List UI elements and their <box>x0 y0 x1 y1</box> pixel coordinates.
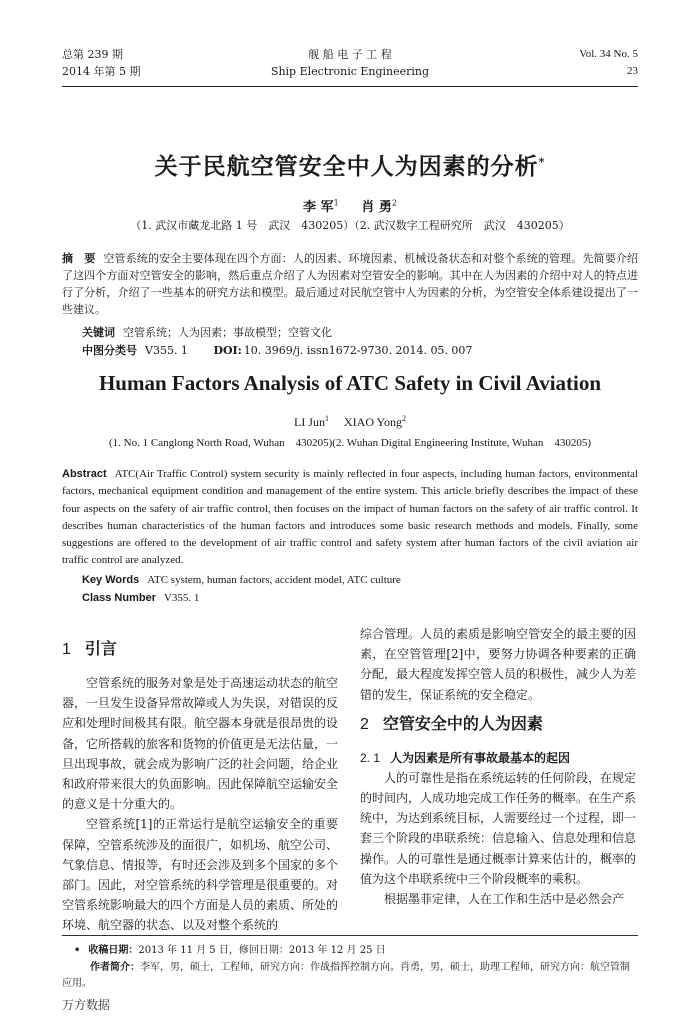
class-cn-value: V355. 1 <box>145 344 188 357</box>
section-1-number: 1 <box>62 641 71 658</box>
watermark: 万方数据 <box>62 998 111 1012</box>
page-header <box>62 46 638 87</box>
doi-value: 10. 3969/j. issn1672-9730. 2014. 05. 007 <box>243 344 473 357</box>
author-1-cn: 李 军 <box>303 200 334 215</box>
keywords-en <box>82 574 401 586</box>
keywords-cn-label: 关键词 <box>82 326 115 339</box>
section-1-paragraph-1: 空管系统的服务对象是处于高速运动状态的航空器，一旦发生设备异常故障或人为失误，对错误的反应和处理时间极其有限。航空器本身就是很昂贵的设备，它所搭载的旅客和货物的价值更是无法估量，一旦出现事故，就会成为影响广泛的社会问题，给企业和政府带来很大的负面影响。因此保障航空运输安全的意义是十分重大的。 <box>62 676 339 812</box>
footnote-bio-label: 作者简介： <box>90 962 140 973</box>
footnote-dates-text: 2013 年 11 月 5 日，修回日期：2013 年 12 月 25 日 <box>138 945 386 956</box>
author-2-en-sup: 2 <box>402 414 406 423</box>
section-1-title: 引言 <box>84 639 117 658</box>
authors-cn <box>0 196 700 215</box>
section-2-number: 2 <box>360 715 369 733</box>
title-cn-text: 关于民航空管安全中人为因素的分析 <box>154 153 539 180</box>
abstract-cn-label: 摘 要 <box>62 252 96 265</box>
author-2-en: XIAO Yong <box>343 415 402 429</box>
section-1-heading <box>62 638 338 661</box>
header-issue-date: 2014 年第 5 期 <box>62 65 141 78</box>
abstract-en-label: Abstract <box>62 468 107 480</box>
affiliation-en: (1. No. 1 Canglong North Road, Wuhan 430205)(2. Wuhan Digital Engineering Institute, Wuhan 430205) <box>109 437 591 449</box>
footnote-dates <box>62 943 638 959</box>
classification-en <box>82 592 199 604</box>
author-2-cn: 肖 勇 <box>361 200 392 215</box>
header-journal <box>62 46 638 80</box>
footnote-bullet-icon: • <box>74 945 81 956</box>
section-2-paragraph-1: 人的可靠性是指在系统运转的任何阶段，在规定的时间内，人成功地完成工作任务的概率。在生产系统中，为达到系统目标，人需要经过一个过程，即一套三个阶段的串联系统：信息输入、信息处理和信息操作。人的可靠性是通过概率计算来估计的，概率的值为这个串联系统中三个阶段概率的乘积。 <box>360 770 637 886</box>
section-2-title: 空管安全中的人为因素 <box>382 713 543 733</box>
paper-title-en: Human Factors Analysis of ATC Safety in Civil Aviation <box>98 371 602 395</box>
section-2-paragraph-2: 根据墨菲定律，人在工作和生活中是必然会产 <box>384 892 625 907</box>
keywords-en-text: ATC system, human factors, accident model, ATC culture <box>147 574 401 586</box>
author-1-en-sup: 1 <box>324 414 329 423</box>
subsection-2-1-title: 人为因素是所有事故最基本的起因 <box>390 750 571 765</box>
footnote-bio-text: 李军，男，硕士，工程师，研究方向：作战指挥控制方向。肖勇，男，硕士，助理工程师，研究方向：航空管制应用。 <box>62 962 630 989</box>
journal-name-en: Ship Electronic Engineering <box>270 65 430 78</box>
abstract-en-text: ATC(Air Traffic Control) system security is mainly reflected in four aspects, including human factors, environmental factors, mechanical equipment condition and management of the entire system. This article briefly describes the impact of these four aspects on the safety of air traffic control, then focuses on the impact of human factors on the safety of air traffic control. It describes human characteristics of the human factors and introduces some basic research methods and models. Finally, some suggestions are offered to the development of air traffic control and safety system after human factors of the civil aviation air traffic control are analyzed. <box>62 468 638 567</box>
footnote-author-bio <box>62 960 638 992</box>
authors-en <box>0 414 700 430</box>
keywords-en-label: Key Words <box>82 574 140 586</box>
author-1-sup: 1 <box>333 198 339 208</box>
keywords-cn <box>82 325 332 341</box>
class-en-value: V355. 1 <box>163 592 200 604</box>
classification-cn <box>82 343 472 359</box>
author-2-sup: 2 <box>391 198 397 208</box>
body-column-right <box>360 624 636 909</box>
paper-title-cn <box>0 148 700 181</box>
subsection-2-1-number: 2. 1 <box>360 750 381 765</box>
abstract-cn <box>62 250 638 318</box>
header-volume <box>579 46 638 80</box>
abstract-cn-text: 空管系统的安全主要体现在四个方面：人的因素、环境因素、机械设备状态和对整个系统的管理。先简要介绍了这四个方面对空管安全的影响，然后重点介绍了人为因素对空管安全的影响。其中在人为因素的介绍中对人的特点进行了分析，介绍了一些基本的研究方法和模型。最后通过对民航空管中人为因素的分析，为空管安全体系建设提出了一些建议。 <box>62 252 638 316</box>
footnote-dates-label: 收稿日期： <box>88 945 139 956</box>
class-cn-label: 中图分类号 <box>82 344 137 357</box>
keywords-cn-text: 空管系统；人为因素；事故模型；空管文化 <box>123 326 332 339</box>
volume-number: Vol. 34 No. 5 <box>579 48 638 60</box>
section-2-heading <box>360 713 636 736</box>
journal-name-cn: 舰 船 电 子 工 程 <box>308 48 392 61</box>
section-1-paragraph-2-cont: 综合管理。人员的素质是影响空管安全的最主要的因素，在空管管理[2]中，要努力协调各种要素的正确分配，最大程度发挥空管人员的积极性，减少人为差错的发生，保证系统的安全稳定。 <box>360 627 637 702</box>
doi-label: DOI: <box>213 344 242 357</box>
section-1-paragraph-2: 空管系统[1]的正常运行是航空运输安全的重要保障，空管系统涉及的面很广，如机场、航空公司、气象信息、情报等，有时还会涉及到多个国家的多个部门。因此，对空管系统的科学管理是很重要的。对空管系统影响最大的四个方面是人员的素质、所处的环境、航空器的状态、以及对整个系统的 <box>62 817 339 933</box>
class-en-label: Class Number <box>82 592 156 604</box>
title-footnote-mark: * <box>538 155 546 169</box>
affiliation-cn: （1. 武汉市藏龙北路 1 号 武汉 430205）（2. 武汉数字工程研究所 武汉 430205） <box>130 219 570 232</box>
subsection-2-1-heading <box>360 748 636 768</box>
page-number: 23 <box>627 65 638 77</box>
abstract-en <box>62 466 638 570</box>
author-1-en: LI Jun <box>293 415 325 429</box>
header-issue-number: 总第 239 期 <box>62 48 123 61</box>
body-column-left <box>62 638 338 936</box>
footnote-divider <box>62 935 638 936</box>
